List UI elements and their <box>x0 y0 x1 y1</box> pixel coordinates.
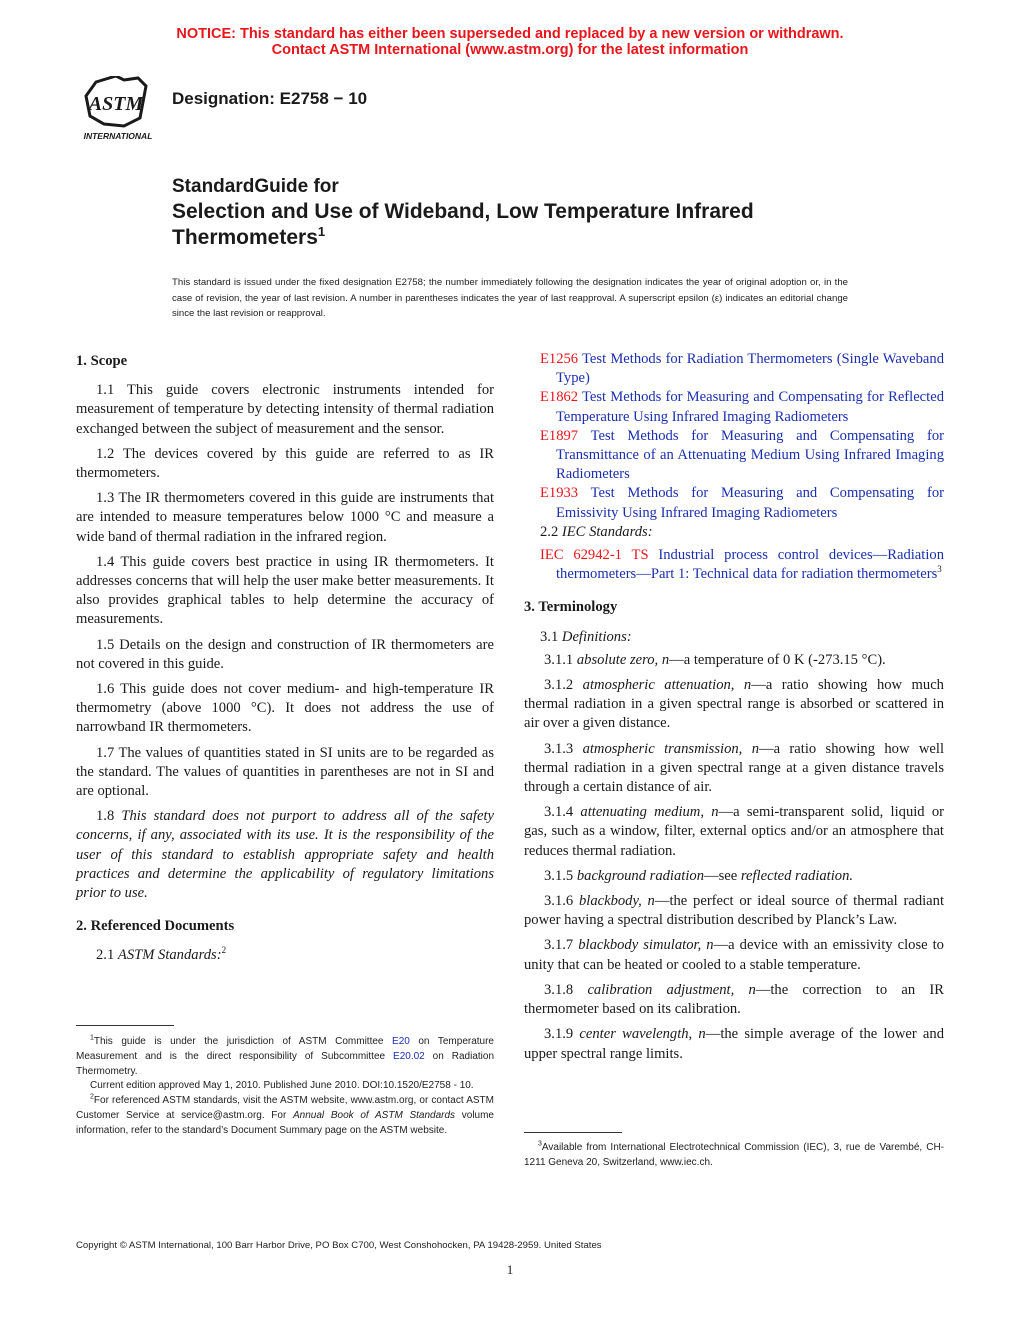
page-number: 1 <box>506 1262 514 1277</box>
def-num: 3.1.4 <box>544 804 574 821</box>
def-term: atmospheric transmission, n <box>582 740 759 757</box>
ref-item[interactable] <box>524 484 944 522</box>
para-3-1-num: 3.1 <box>540 628 559 645</box>
ref-code[interactable]: E1933 <box>540 485 579 502</box>
def-term: atmospheric attenuation, n <box>582 677 752 694</box>
fn2-text-b: volume information, refer to the standard’s Document Summary page on the ASTM website. <box>76 1109 494 1136</box>
def-text: —the simple average of the lower and upper spectral range limits. <box>524 1026 944 1062</box>
ref-title[interactable]: Test Methods for Measuring and Compensating for Emissivity Using Infrared Imaging Radiometers <box>556 485 944 521</box>
para-2-2 <box>524 523 944 542</box>
def-text: —a ratio showing how well thermal radiation in a given spectral range at a given distance travels through a certain distance of air. <box>524 740 944 796</box>
def-text: —a ratio showing how much thermal radiation in a given spectral range is absorbed or scattered in air over a given distance. <box>524 677 944 732</box>
para-3-1 <box>524 628 944 647</box>
footnote-1-edition: Current edition approved May 1, 2010. Published June 2010. DOI:10.1520/E2758 - 10. <box>90 1080 474 1092</box>
footnote-1 <box>76 1035 494 1079</box>
def-num: 3.1.1 <box>544 651 574 668</box>
para-2-1-mark: 2 <box>221 945 227 956</box>
footnote-3 <box>524 1141 944 1171</box>
definition <box>524 936 944 974</box>
footnotes-right <box>524 1141 944 1171</box>
logo-letters: ASTM <box>88 93 144 115</box>
right-column <box>524 350 944 1070</box>
iec-mark: 3 <box>937 564 942 575</box>
title-line-3: Thermometers <box>172 226 318 249</box>
para-2-2-label: IEC Standards: <box>561 523 653 540</box>
def-term: attenuating medium, n <box>580 804 719 821</box>
fn2-mark: 2 <box>90 1093 94 1101</box>
iec-code[interactable]: IEC 62942-1 TS <box>540 547 649 564</box>
footnote-rule-right <box>524 1132 622 1133</box>
terminology-heading: 3. Terminology <box>524 599 618 616</box>
ref-title[interactable]: Test Methods for Measuring and Compensating for Transmittance of an Attenuating Medium Using Infrared Imaging Radiometers <box>556 427 944 483</box>
ref-title[interactable]: Test Methods for Measuring and Compensating for Reflected Temperature Using Infrared Imaging Radiometers <box>556 389 944 425</box>
definition <box>524 892 944 930</box>
def-text: —a device with an emissivity close to unity that can be heated or cooled to a stable temperature. <box>524 937 944 973</box>
para-1-8-text: This standard does not purport to address all of the safety concerns, if any, associated with its use. It is the responsibility of the user of this standard to establish appropriate safety and health practices and determine the applicability of regulatory limitations prior to use. <box>76 808 494 902</box>
definition <box>524 740 944 798</box>
para-1-1: 1.1 This guide covers electronic instruments intended for measurement of temperature by detecting intensity of thermal radiation exchanged between the subject of measurement and the sensor. <box>76 382 494 437</box>
para-1-2: 1.2 The devices covered by this guide are referred to as IR thermometers. <box>76 445 494 482</box>
definition <box>524 867 944 886</box>
designation: Designation: E2758 − 10 <box>172 89 368 108</box>
fn1-link-e20[interactable]: E20 <box>392 1036 410 1047</box>
referenced-heading: 2. Referenced Documents <box>76 918 235 935</box>
def-num: 3.1.2 <box>544 677 574 694</box>
definition <box>524 803 944 861</box>
para-1-5: 1.5 Details on the design and construction of IR thermometers are not covered in this guide. <box>76 636 494 672</box>
def-text: —the correction to an IR thermometer based on its calibration. <box>524 981 945 1018</box>
para-1-3: 1.3 The IR thermometers covered in this guide are instruments that are intended to measure temperatures below 1000 °C and measure a wide band of thermal radiation in the infrared region. <box>76 490 494 545</box>
ref-item[interactable] <box>524 427 944 485</box>
para-2-1-label: ASTM Standards: <box>117 947 222 964</box>
notice-banner <box>0 26 1020 58</box>
def-text: —see <box>704 867 741 884</box>
def-text: —a semi-transparent solid, liquid or gas, such as a window, filter, external optics and/or an atmosphere that reduces thermal radiation. <box>524 804 944 859</box>
astm-logo <box>76 76 160 142</box>
fn1-text-b: on Temperature Measurement and is the direct responsibility of Subcommittee <box>76 1036 494 1062</box>
title-footnote-mark: 1 <box>317 224 326 239</box>
scope-heading: 1. Scope <box>76 353 128 369</box>
ref-item[interactable] <box>524 350 944 388</box>
def-text: —the perfect or ideal source of thermal radiant power having a spectral distribution described by Planck’s Law. <box>524 893 945 929</box>
def-term: background radiation <box>576 867 704 884</box>
def-num: 3.1.5 <box>544 867 574 884</box>
footnote-rule-left <box>76 1025 174 1026</box>
para-1-6: 1.6 This guide does not cover medium- and high-temperature IR thermometry (above 1000 °C). It does not address the use of narrowband IR thermometers. <box>76 681 494 736</box>
fn3-text: Available from International Electrotechnical Commission (IEC), 3, rue de Varembé, CH-1211 Geneva 20, Switzerland, www.iec.ch. <box>524 1142 944 1168</box>
para-3-1-label: Definitions: <box>561 628 632 645</box>
definition <box>524 981 944 1019</box>
para-2-1 <box>76 946 494 965</box>
fn2-text-a: For referenced ASTM standards, visit the ASTM website, www.astm.org, or contact ASTM Customer Service at service@astm.org. For <box>76 1095 494 1121</box>
para-1-8-num: 1.8 <box>96 808 115 825</box>
para-2-2-num: 2.2 <box>540 523 559 540</box>
fn1-link-e2002[interactable]: E20.02 <box>393 1050 425 1062</box>
issued-note: This standard is issued under the fixed designation E2758; the number immediately following the designation indicates the year of original adoption or, in the case of revision, the year of last revision. A number in parentheses indicates the year of last reapproval. A superscript epsilon (ε) indicates an editorial change since the last revision or reapproval. <box>172 277 848 319</box>
footnotes-left <box>76 1035 494 1139</box>
def-term: blackbody, n <box>578 893 655 910</box>
def-num: 3.1.6 <box>544 893 574 910</box>
iec-ref[interactable] <box>524 546 944 584</box>
ref-code[interactable]: E1256 <box>540 351 579 367</box>
para-1-7: 1.7 The values of quantities stated in SI units are to be regarded as the standard. The values of quantities in parentheses are not in SI and are optional. <box>76 744 494 800</box>
copyright: Copyright © ASTM International, 100 Barr Harbor Drive, PO Box C700, West Conshohocken, PA 19428-2959. United States <box>76 1240 602 1251</box>
footnote-2 <box>76 1094 494 1138</box>
ref-title[interactable]: Test Methods for Radiation Thermometers (Single Waveband Type) <box>556 351 944 387</box>
def-text: —a temperature of 0 K (-273.15 °C). <box>669 651 886 668</box>
fn3-mark: 3 <box>538 1140 542 1148</box>
para-2-1-num: 2.1 <box>96 947 115 964</box>
iec-title[interactable]: Industrial process control devices—Radiation thermometers—Part 1: Technical data for radiation thermometers <box>556 547 944 583</box>
fn1-mark: 1 <box>90 1034 94 1042</box>
definition <box>524 676 944 734</box>
def-term: calibration adjustment, n <box>587 981 756 998</box>
def-term: absolute zero, n <box>576 651 670 668</box>
fn1-text-c: on Radiation Thermometry. <box>76 1050 494 1077</box>
left-column <box>76 350 494 972</box>
title-line-2: Selection and Use of Wideband, Low Temperature Infrared <box>172 200 754 223</box>
notice-line-2: Contact ASTM International (www.astm.org) for the latest information <box>271 42 749 58</box>
def-num: 3.1.7 <box>544 937 574 954</box>
def-term: blackbody simulator, n <box>578 937 714 954</box>
notice-line-1: NOTICE: This standard has either been superseded and replaced by a new version or withdrawn. <box>176 26 844 42</box>
definition <box>524 1025 944 1063</box>
def-see: reflected radiation. <box>740 867 854 884</box>
logo-subtext: INTERNATIONAL <box>83 131 153 141</box>
def-num: 3.1.3 <box>544 740 574 757</box>
para-1-8 <box>76 807 494 903</box>
def-num: 3.1.9 <box>544 1026 574 1043</box>
ref-code[interactable]: E1897 <box>540 427 579 444</box>
fn1-text-a: This guide is under the jurisdiction of ASTM Committee <box>93 1036 393 1047</box>
fn2-italic: Annual Book of ASTM Standards <box>293 1109 456 1121</box>
para-1-4: 1.4 This guide covers best practice in using IR thermometers. It addresses concerns that will help the user make better measurements. It also provides graphical tables to help determine the accuracy of measurements. <box>76 553 494 628</box>
title-line-1: StandardGuide for <box>172 176 339 197</box>
document-title <box>172 175 932 251</box>
def-term: center wavelength, n <box>579 1026 706 1043</box>
definition <box>524 651 944 670</box>
def-num: 3.1.8 <box>544 981 574 998</box>
ref-code[interactable]: E1862 <box>540 389 579 406</box>
ref-item[interactable] <box>524 388 944 426</box>
